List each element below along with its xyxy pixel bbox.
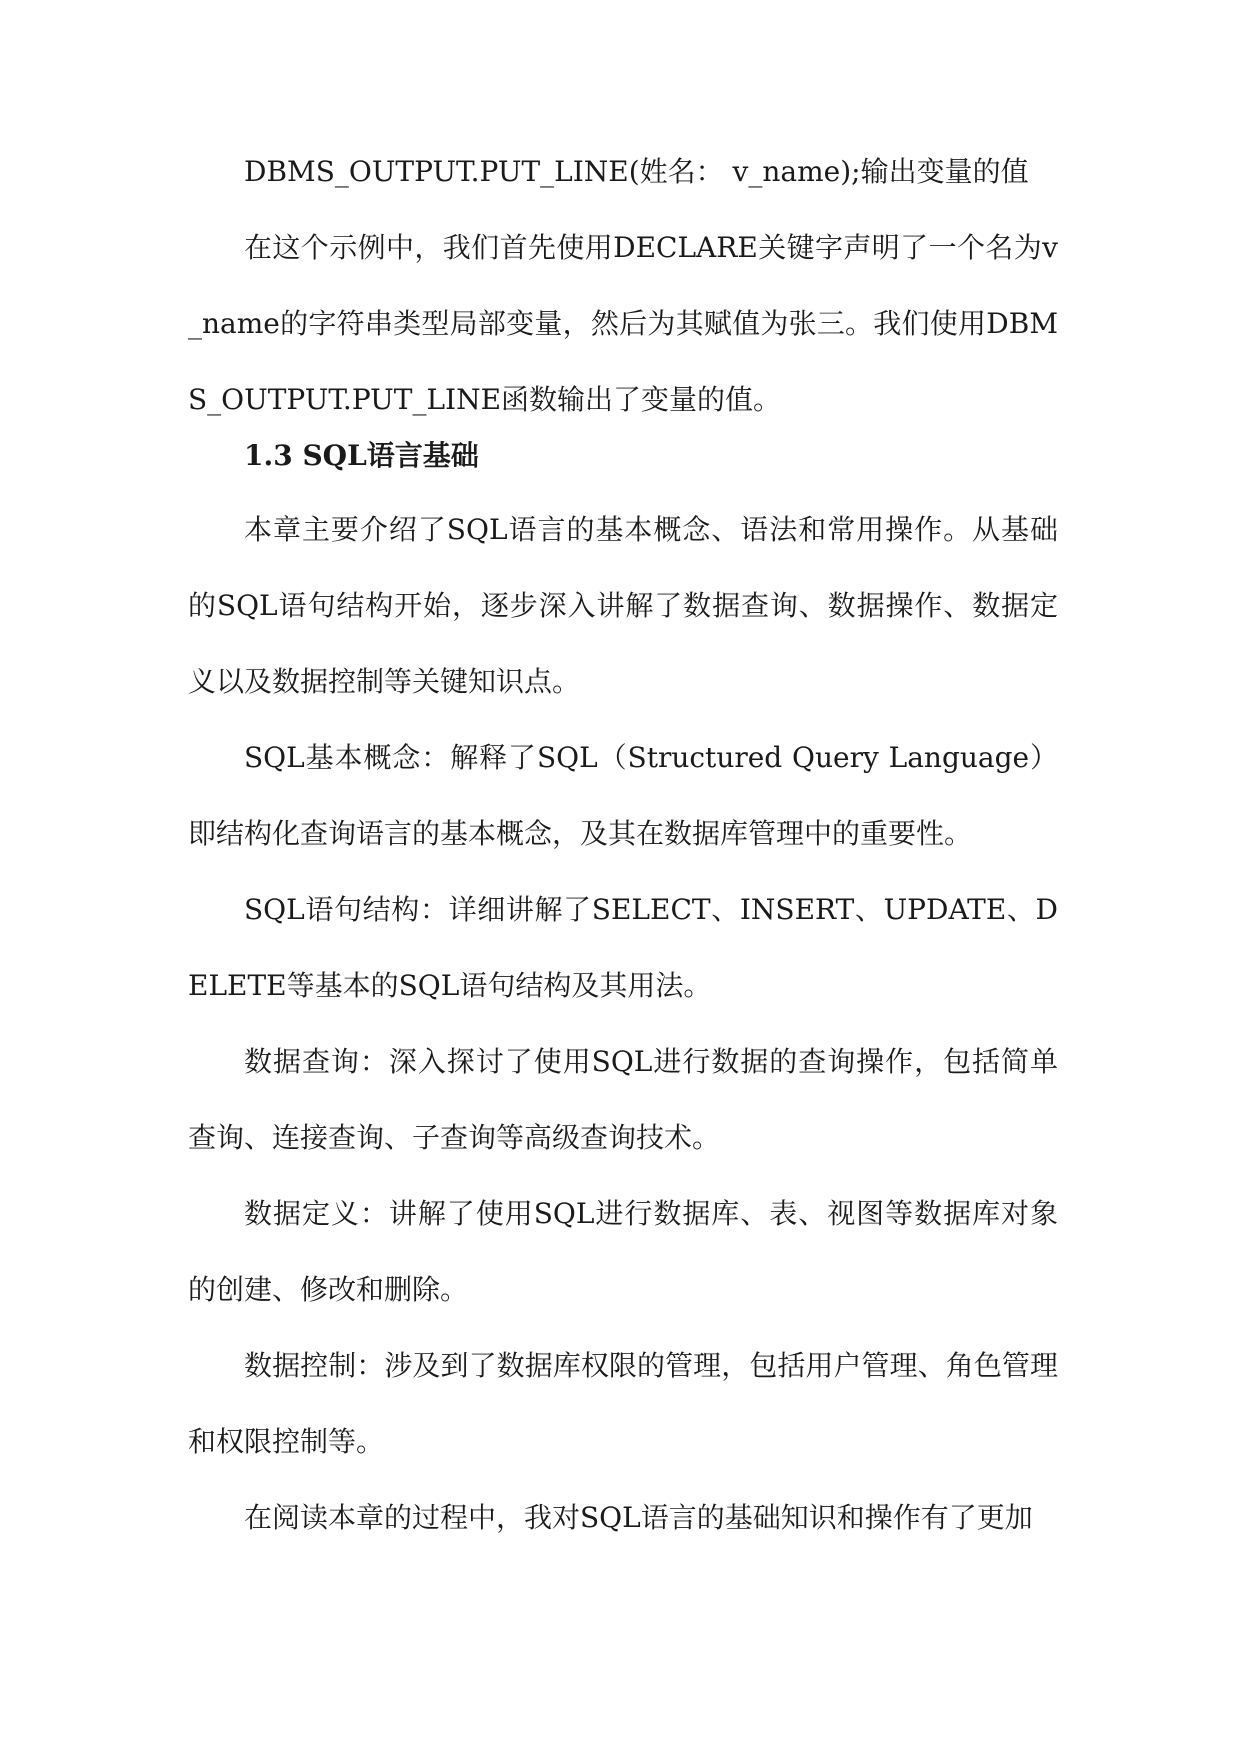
data-definition-paragraph: 数据定义：讲解了使用SQL进行数据库、表、视图等数据库对象的创建、修改和删除。 <box>188 1197 1058 1306</box>
data-control-paragraph: 数据控制：涉及到了数据库权限的管理，包括用户管理、角色管理和权限控制等。 <box>188 1349 1058 1458</box>
data-query-paragraph: 数据查询：深入探讨了使用SQL进行数据的查询操作，包括简单查询、连接查询、子查询等高级查询技术。 <box>188 1045 1058 1154</box>
sql-concept-paragraph: SQL基本概念：解释了SQL（Structured Query Language）即结构化查询语言的基本概念，及其在数据库管理中的重要性。 <box>188 741 1058 850</box>
intro-paragraph: 本章主要介绍了SQL语言的基本概念、语法和常用操作。从基础的SQL语句结构开始，逐步深入讲解了数据查询、数据操作、数据定义以及数据控制等关键知识点。 <box>188 513 1058 698</box>
reading-reflection-paragraph: 在阅读本章的过程中，我对SQL语言的基础知识和操作有了更加 <box>244 1501 1033 1534</box>
section-heading: 1.3 SQL语言基础 <box>244 439 479 472</box>
code-line: DBMS_OUTPUT.PUT_LINE(姓名： v_name);输出变量的值 <box>244 155 1029 188</box>
sql-statement-paragraph: SQL语句结构：详细讲解了SELECT、INSERT、UPDATE、DELETE等基本的SQL语句结构及其用法。 <box>188 893 1058 1002</box>
example-explanation-paragraph: 在这个示例中，我们首先使用DECLARE关键字声明了一个名为v_name的字符串类型局部变量，然后为其赋值为张三。我们使用DBMS_OUTPUT.PUT_LINE函数输出了变量的值。 <box>188 231 1058 416</box>
